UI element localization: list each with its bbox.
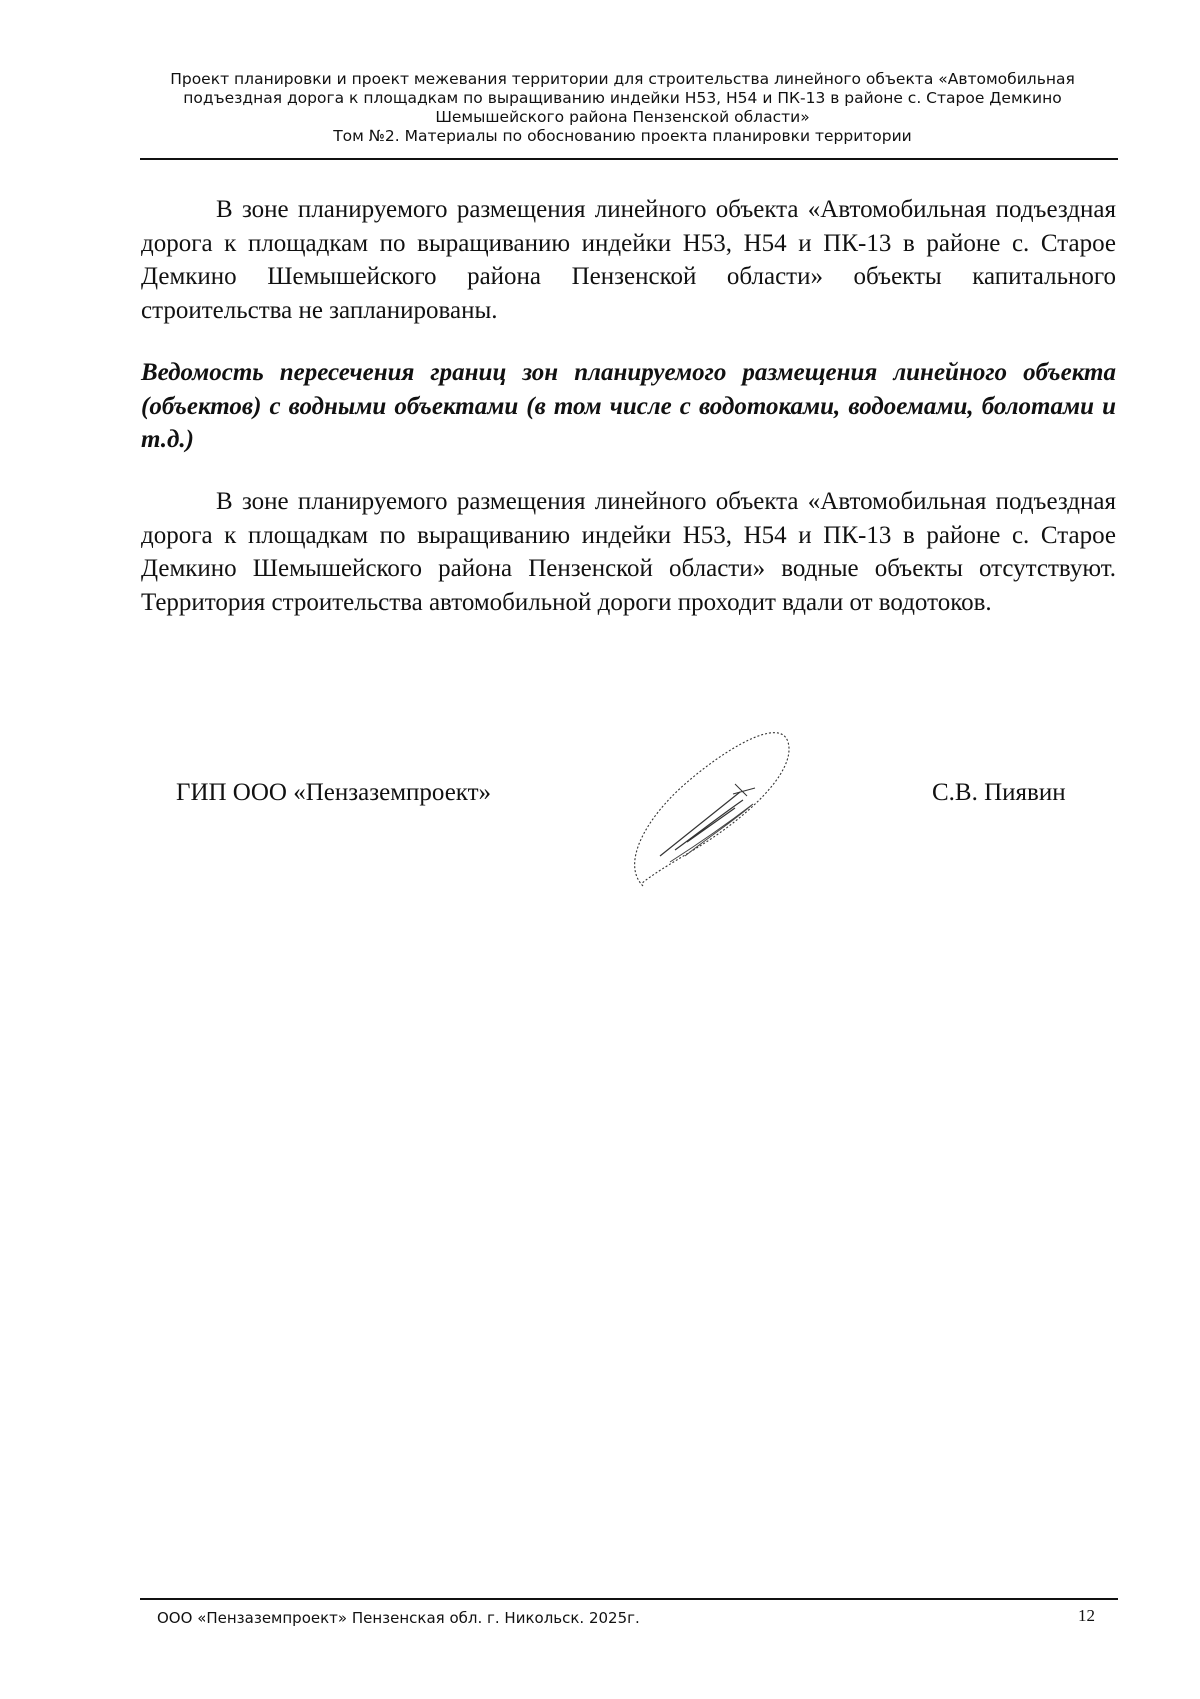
handwritten-signature [615, 724, 795, 894]
paragraph-water-bodies: В зоне планируемого размещения линейного объекта «Автомобильная подъездная дорога к площадкам по выращиванию индейки Н53, Н54 и ПК-13 в районе с. Старое Демкино Шемышейского района Пензенской области» водные объекты отсутствуют. Территория строительства автомобильной дороги проходит вдали от водотоков. [141, 488, 1116, 616]
signatory-position: ГИП ООО «Пензаземпроект» [176, 779, 492, 806]
footer-divider [140, 1598, 1118, 1600]
paragraph-capital-construction: В зоне планируемого размещения линейного объекта «Автомобильная подъездная дорога к площадкам по выращиванию индейки Н53, Н54 и ПК-13 в районе с. Старое Демкино Шемышейского района Пензенской области» объекты капитального строительства не запланированы. [141, 196, 1116, 324]
header-line-1: Проект планировки и проект межевания территории для строительства линейного объекта «Автомобильная [170, 70, 1075, 88]
header-divider [140, 158, 1118, 160]
section-heading-water-bodies: Ведомость пересечения границ зон планируемого размещения линейного объекта (объектов) с водными объектами (в том числе с водотоками, водоемами, болотами и т.д.) [141, 359, 1116, 453]
header-line-3: Шемышейского района Пензенской области» [435, 108, 810, 126]
header-line-2: подъездная дорога к площадкам по выращиванию индейки Н53, Н54 и ПК-13 в районе с. Старое Демкино [183, 89, 1062, 107]
footer-organization: ООО «Пензаземпроект» Пензенская обл. г. Никольск. 2025г. [157, 1609, 640, 1627]
signatory-name: С.В. Пиявин [932, 779, 1066, 806]
header-line-4: Том №2. Материалы по обоснованию проекта планировки территории [333, 127, 912, 145]
document-header [140, 70, 1105, 146]
page-number: 12 [1078, 1606, 1095, 1625]
